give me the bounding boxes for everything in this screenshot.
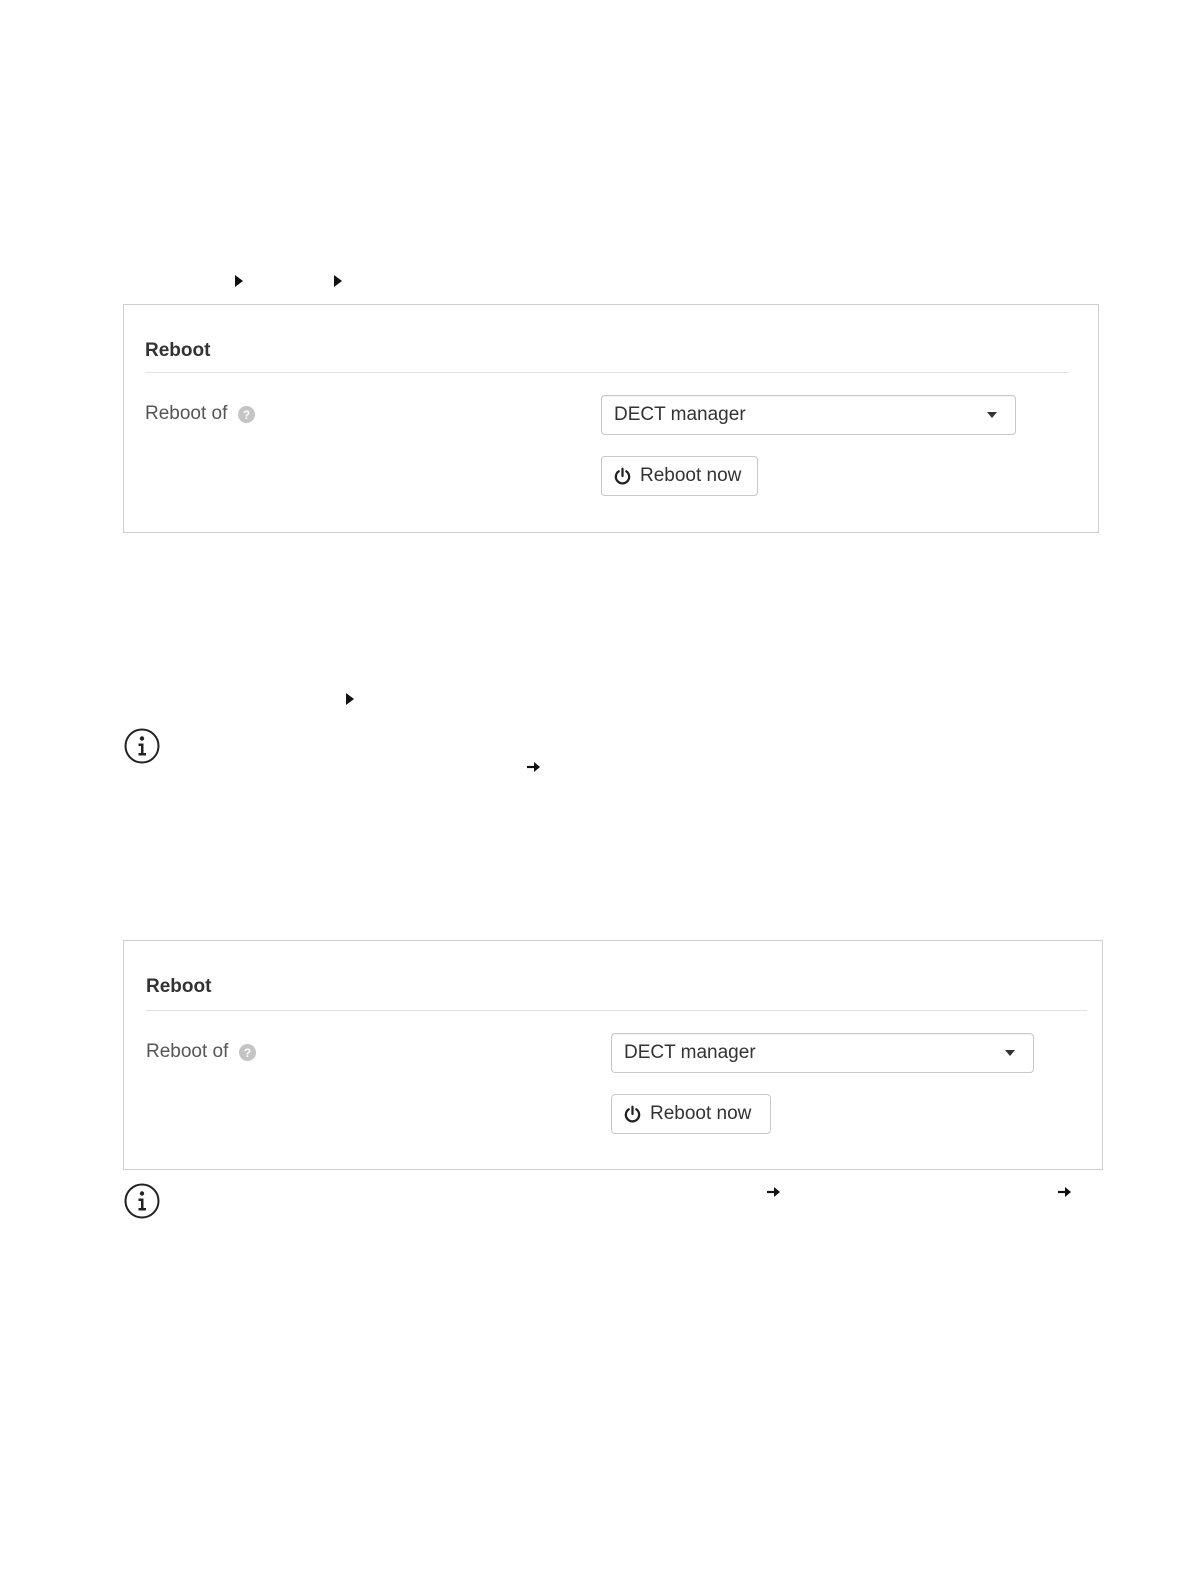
panel-divider (146, 1010, 1087, 1011)
reboot-of-label (146, 1041, 256, 1063)
panel-divider (145, 372, 1069, 373)
power-icon (623, 1105, 642, 1124)
reboot-of-select-value: DECT manager (624, 1042, 756, 1063)
panel-title: Reboot (145, 340, 211, 361)
svg-text:?: ? (243, 407, 251, 422)
breadcrumb-separator-icon (235, 275, 243, 287)
reboot-now-label: Reboot now (640, 465, 742, 486)
power-icon (613, 467, 632, 486)
arrow-right-icon (526, 760, 542, 774)
chevron-down-icon (1005, 1050, 1015, 1056)
question-circle-icon[interactable] (239, 1044, 256, 1061)
reboot-now-label: Reboot now (650, 1103, 752, 1124)
reboot-panel (123, 304, 1099, 533)
svg-text:?: ? (244, 1045, 252, 1060)
breadcrumb-separator-icon (346, 693, 354, 705)
reboot-of-label-text: Reboot of (145, 403, 228, 424)
reboot-of-select[interactable] (601, 395, 1016, 435)
reboot-of-select-value: DECT manager (614, 404, 746, 425)
reboot-panel (123, 940, 1103, 1170)
chevron-down-icon (987, 412, 997, 418)
arrow-right-icon (1057, 1185, 1073, 1199)
reboot-of-select[interactable] (611, 1033, 1034, 1073)
info-icon (123, 727, 161, 765)
reboot-of-label-text: Reboot of (146, 1041, 229, 1062)
reboot-of-label (145, 403, 255, 425)
breadcrumb-separator-icon (334, 275, 342, 287)
info-icon (123, 1182, 161, 1220)
arrow-right-icon (766, 1185, 782, 1199)
panel-title: Reboot (146, 976, 212, 997)
question-circle-icon[interactable] (238, 406, 255, 423)
reboot-now-button[interactable] (601, 456, 758, 496)
reboot-now-button[interactable] (611, 1094, 771, 1134)
